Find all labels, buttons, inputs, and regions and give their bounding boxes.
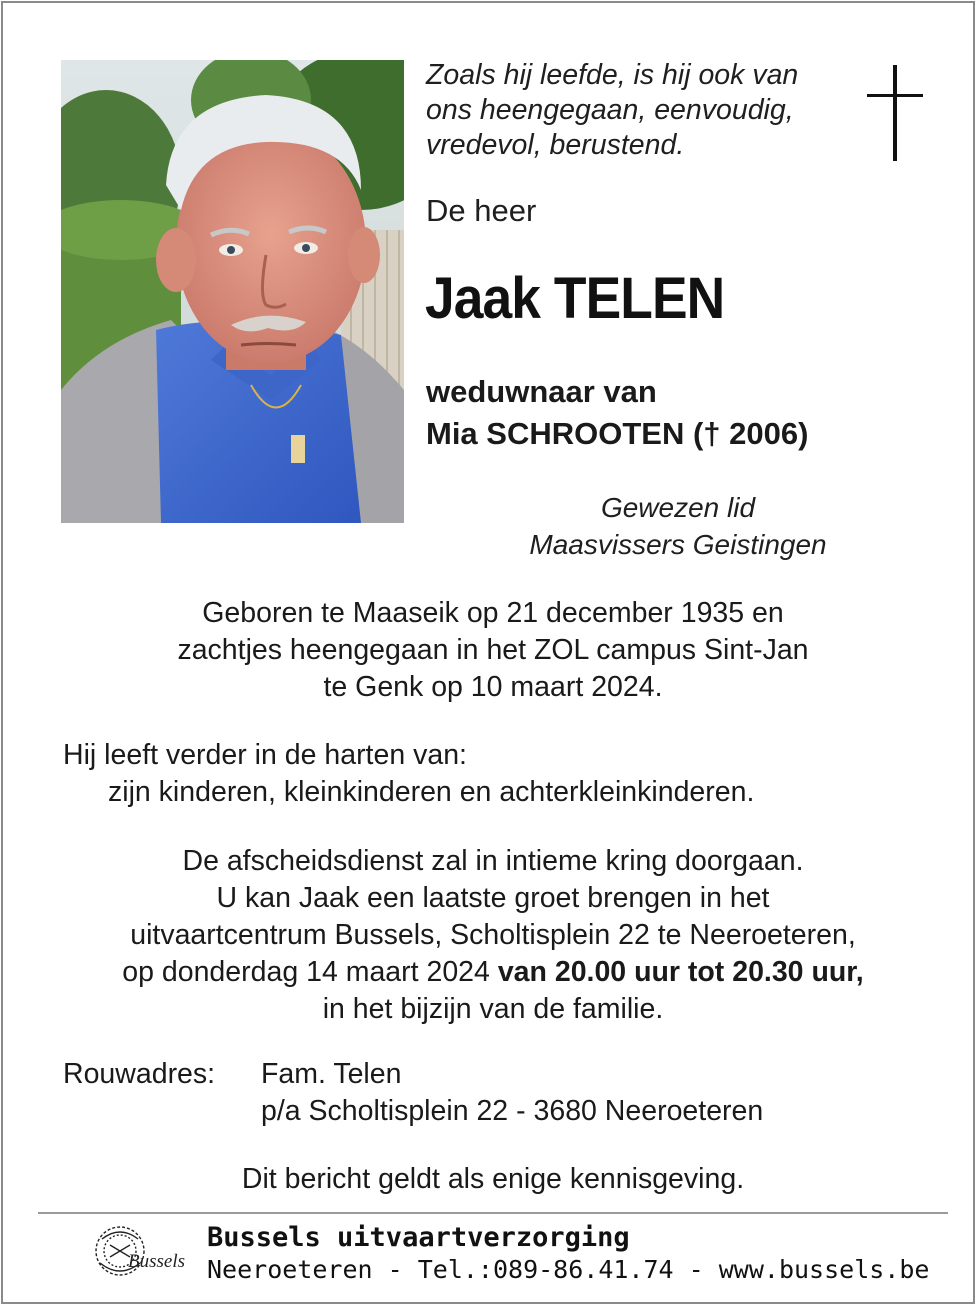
birth-death-text xyxy=(63,595,923,706)
survivors-intro: Hij leeft verder in de harten van: xyxy=(63,739,467,771)
quote-line: vredevol, berustend. xyxy=(426,129,685,161)
address-block xyxy=(261,1056,763,1130)
address-family: Fam. Telen xyxy=(261,1058,402,1090)
footer-divider xyxy=(38,1212,948,1214)
salutation: De heer xyxy=(426,193,537,228)
company-contact: Neeroeteren - Tel.:089-86.41.74 - www.bussels.be xyxy=(207,1255,930,1284)
service-line: U kan Jaak een laatste groet brengen in het xyxy=(216,882,770,914)
widower-line: weduwnaar van xyxy=(426,374,657,409)
service-line: De afscheidsdienst zal in intieme kring doorgaan. xyxy=(182,845,804,877)
notice-text: Dit bericht geldt als enige kennisgeving. xyxy=(241,1163,745,1195)
memorial-quote xyxy=(426,58,846,163)
birth-line: Geboren te Maaseik op 21 december 1935 en xyxy=(202,597,784,629)
quote-line: ons heengegaan, eenvoudig, xyxy=(426,94,794,126)
survivors-text xyxy=(63,737,923,811)
membership-line: Gewezen lid xyxy=(600,492,756,523)
bussels-logo xyxy=(88,1221,198,1285)
service-date: op donderdag 14 maart 2024 xyxy=(122,956,498,988)
quote-line: Zoals hij leefde, is hij ook van xyxy=(426,59,799,91)
deceased-name: Jaak TELEN xyxy=(425,266,725,331)
widower-info xyxy=(426,371,808,455)
service-time-line xyxy=(63,954,923,991)
death-line: zachtjes heengegaan in het ZOL campus Sint-Jan xyxy=(177,634,809,666)
company-name: Bussels uitvaartverzorging xyxy=(207,1222,630,1253)
service-time: van 20.00 uur tot 20.30 uur, xyxy=(497,956,864,988)
spouse-name: Mia SCHROOTEN († 2006) xyxy=(426,416,809,451)
cross-icon xyxy=(867,65,923,161)
membership-club: Maasvissers Geistingen xyxy=(529,529,827,560)
death-date-line: te Genk op 10 maart 2024. xyxy=(323,671,663,703)
portrait-photo xyxy=(61,60,404,523)
obituary-card xyxy=(1,1,975,1304)
service-text xyxy=(63,843,923,1028)
service-line: in het bijzijn van de familie. xyxy=(322,993,664,1025)
survivors-list: zijn kinderen, kleinkinderen en achterkleinkinderen. xyxy=(108,776,755,808)
membership-info xyxy=(483,489,873,563)
service-line: uitvaartcentrum Bussels, Scholtisplein 22 te Neeroeteren, xyxy=(130,919,856,951)
svg-text:Bussels: Bussels xyxy=(128,1251,185,1272)
address-label: Rouwadres: xyxy=(63,1058,216,1090)
address-street: p/a Scholtisplein 22 - 3680 Neeroeteren xyxy=(261,1095,764,1127)
